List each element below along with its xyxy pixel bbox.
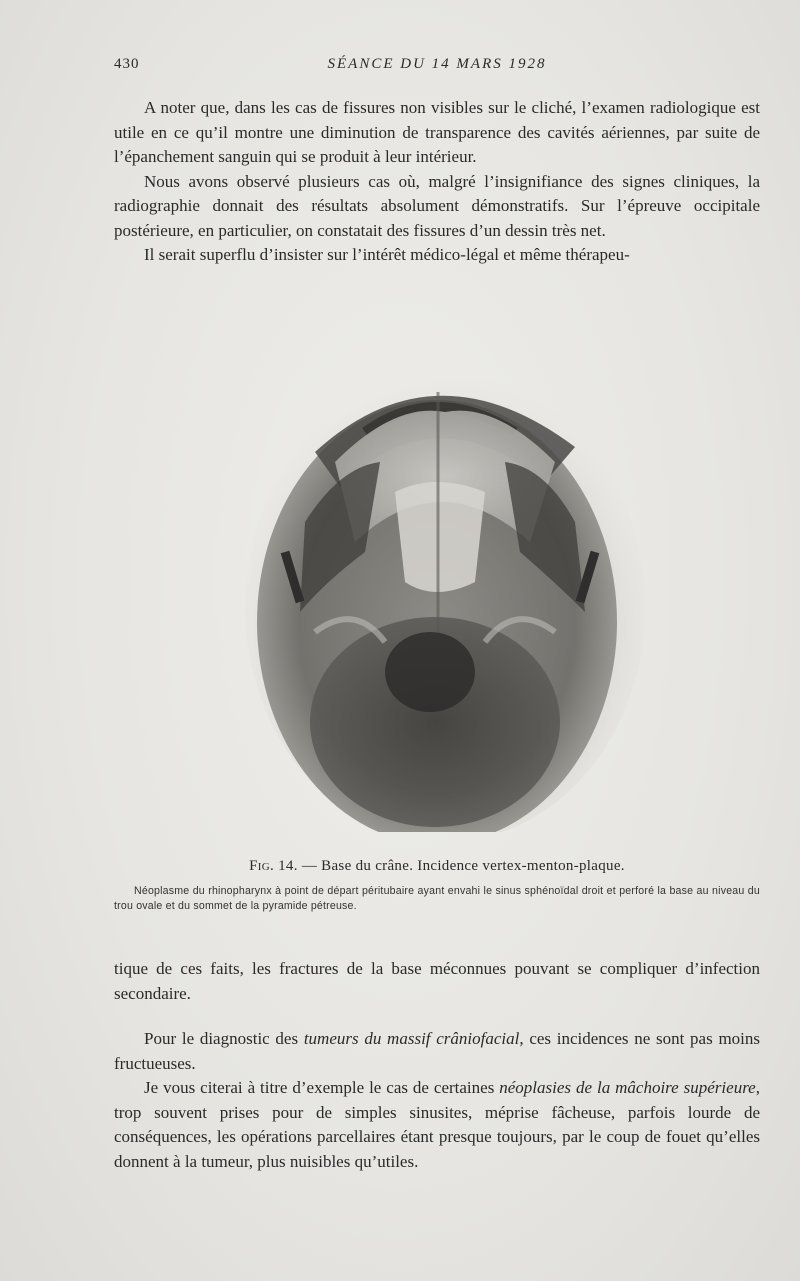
text-run: Je vous citerai à titre d’exemple le cas de certaines <box>144 1078 500 1097</box>
italic-run: néoplasies de la mâchoire supérieure <box>499 1078 756 1097</box>
page-number: 430 <box>114 56 140 72</box>
text-run: Pour le diagnostic des <box>144 1029 304 1048</box>
page-header <box>114 56 760 80</box>
paragraph: Il serait superflu d’insister sur l’intérêt médico-légal et même thérapeu- <box>144 245 630 264</box>
text-block-bottom <box>114 1027 760 1174</box>
text-run: , ces incidences ne sont pas moins fructueuses. <box>114 1029 761 1073</box>
text-block-continuation <box>114 957 760 1006</box>
figure-caption-title <box>114 858 760 875</box>
paragraph: tique de ces faits, les fractures de la base méconnues pouvant se compliquer d’infection secondaire. <box>114 959 760 1003</box>
figure-label: Fig. 14. <box>249 858 298 874</box>
paragraph-tumeurs <box>114 1027 760 1076</box>
italic-run: tumeurs du massif crâniofacial <box>303 1029 520 1048</box>
paragraph-neoplasies <box>114 1076 760 1174</box>
figure-title: — Base du crâne. Incidence vertex-menton-plaque. <box>297 858 625 874</box>
text-run: , trop souvent prises pour de simples sinusites, méprise fâcheuse, parfois lourde de conséquences, les opérations parcellaires étant presque toujours, par le coup de fouet qu’elles donnent à la tumeur, plus nuisibles qu’utiles. <box>114 1078 760 1171</box>
paragraph: A noter que, dans les cas de fissures non visibles sur le cliché, l’examen radiologique est utile en ce qu’il montre une diminution de transparence des cavités aériennes, par suite de l’épanchement sanguin qui se produit à leur intérieur. <box>114 98 760 166</box>
text-block-top <box>114 96 760 268</box>
paragraph: Nous avons observé plusieurs cas où, malgré l’insignifiance des signes cliniques, la radiographie donnait des résultats absolument démonstratifs. Sur l’épreuve occipitale postérieure, en particulier, on constatait des fissures d’un dessin très net. <box>114 171 760 240</box>
running-title: SÉANCE DU 14 MARS 1928 <box>327 56 547 72</box>
figure-caption-description: Néoplasme du rhinopharynx à point de départ péritubaire ayant envahi le sinus sphénoïdal droit et perforé la base au niveau du trou ovale et du sommet de la pyramide pétreuse. <box>114 885 760 912</box>
skull-radiograph-image <box>245 352 645 832</box>
